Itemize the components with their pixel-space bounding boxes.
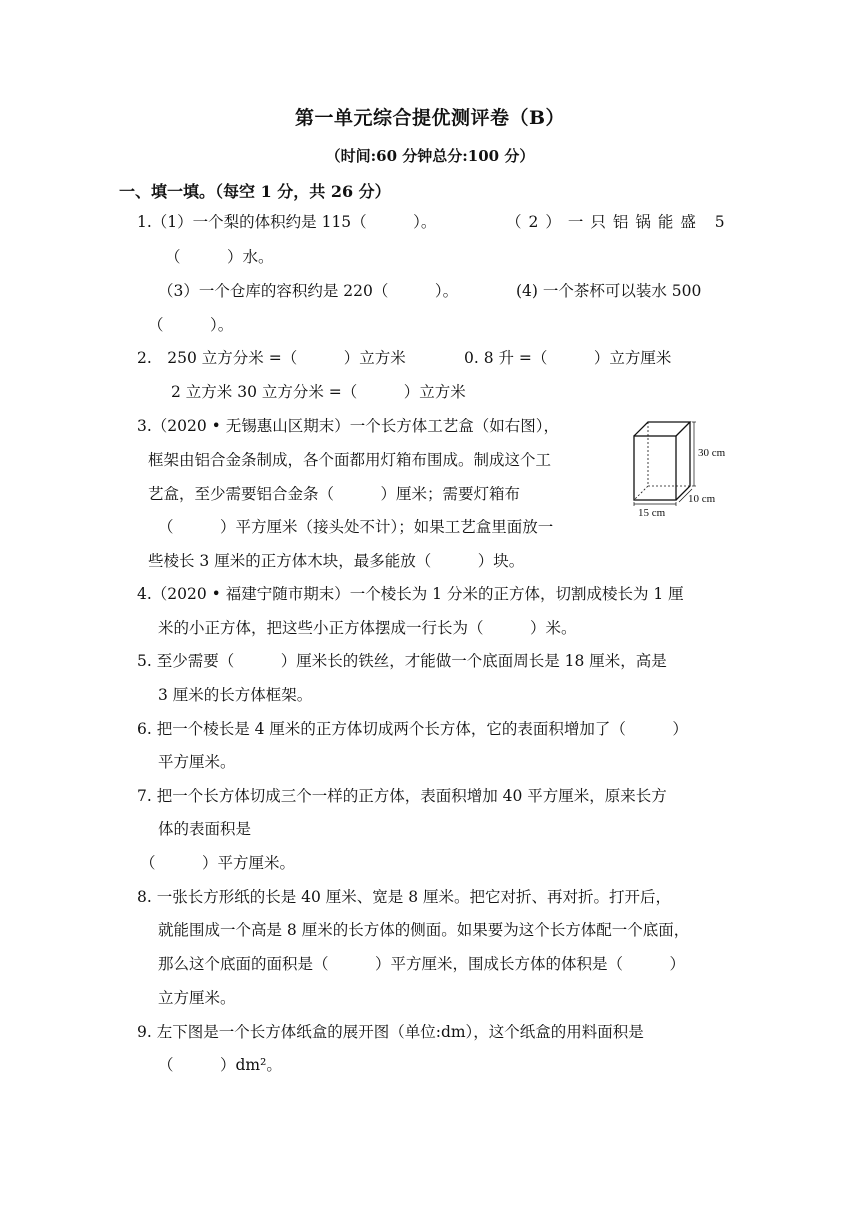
q2-part-a: 2. 250 立方分米 =（ ）立方米 [137,349,406,367]
q5-line-2: 3 厘米的长方体框架。 [158,686,313,704]
width-label: 10 cm [688,493,716,505]
cuboid-figure [626,418,742,522]
q3-line-3: 艺盒，至少需要铝合金条（ ）厘米；需要灯箱布 [148,485,521,503]
q1-part-d-blank: （ ）。 [148,316,234,334]
height-label: 30 cm [698,447,726,459]
q4-line-2: 米的小正方体，把这些小正方体摆成一行长为（ ）米。 [158,619,577,637]
section-heading: 一、填一填。（每空 1 分，共 26 分） [119,182,391,201]
cuboid-diagram [626,418,742,522]
page-subtitle: （时间:60 分钟总分:100 分） [325,147,535,165]
q2-part-c: 2 立方米 30 立方分米 =（ ）立方米 [171,383,466,401]
q8-line-3: 那么这个底面的面积是（ ）平方厘米，围成长方体的体积是（ ） [158,955,686,973]
page-title: 第一单元综合提优测评卷（B） [294,107,566,129]
q9-line-1: 9. 左下图是一个长方体纸盒的展开图（单位:dm），这个纸盒的用料面积是 [137,1023,644,1041]
q1-part-c: （3）一个仓库的容积约是 220（ ）。 [158,282,459,300]
q3-line-2: 框架由铝合金条制成，各个面都用灯箱布围成。制成这个工 [148,451,552,469]
length-label: 15 cm [638,507,666,519]
q6-line-2: 平方厘米。 [158,753,236,771]
q9-line-2: （ ）dm²。 [158,1056,282,1074]
q8-line-4: 立方厘米。 [158,989,236,1007]
q3-line-4: （ ）平方厘米（接头处不计）；如果工艺盒里面放一 [158,518,554,536]
q2-part-b: 0. 8 升 =（ ）立方厘米 [464,349,672,367]
q7-line-2: 体的表面积是 [158,820,252,838]
q1-part-d: (4) 一个茶杯可以装水 500 [516,282,702,300]
q4-line-1: 4.（2020 • 福建宁随市期末）一个棱长为 1 分米的正方体，切割成棱长为 1 厘 [137,585,684,603]
q5-line-1: 5. 至少需要（ ）厘米长的铁丝，才能做一个底面周长是 18 厘米，高是 [137,652,667,670]
q3-line-1: 3.（2020 • 无锡惠山区期末）一个长方体工艺盒（如右图）， [137,417,559,435]
q6-line-1: 6. 把一个棱长是 4 厘米的正方体切成两个长方体，它的表面积增加了（ ） [137,720,688,738]
q1-part-b-blank: （ ）水。 [165,248,274,266]
q3-line-5: 些棱长 3 厘米的正方体木块，最多能放（ ）块。 [148,552,525,570]
q7-line-1: 7. 把一个长方体切成三个一样的正方体，表面积增加 40 平方厘米，原来长方 [137,787,667,805]
q1-part-b: （2）一只铝锅能盛 5 [506,213,732,231]
q1-part-a: 1.（1）一个梨的体积约是 115（ ）。 [137,213,437,231]
q8-line-1: 8. 一张长方形纸的长是 40 厘米、宽是 8 厘米。把它对折、再对折。打开后， [137,888,672,906]
q7-line-3: （ ）平方厘米。 [140,854,296,872]
q8-line-2: 就能围成一个高是 8 厘米的长方体的侧面。如果要为这个长方体配一个底面， [158,921,690,939]
